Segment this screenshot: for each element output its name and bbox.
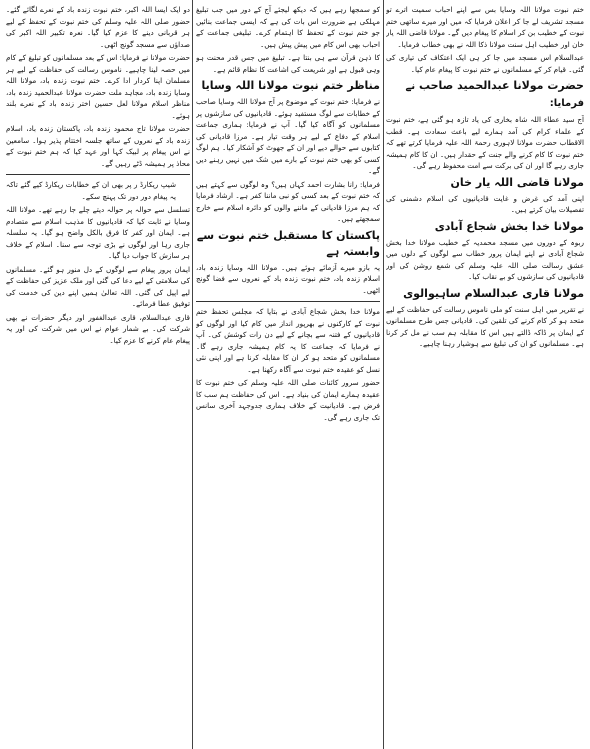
section-heading: مولانا خدا بخش شجاع آبادی [434,219,584,233]
paragraph: حضرت مولانا تاج محمود زندہ باد، پاکستان زندہ باد، اسلام زندہ باد کے نعروں کے ساتھ جلسہ اختتام پذیر ہوا۔ سامعین نے اس پیغام پر لبیک کہا اور عہد کیا کہ ہم ختم نبوت کے محاذ پر ہمیشہ ڈٹے رہیں گے۔ [6,124,190,168]
paragraph: ربوہ کے دوروں میں مسجد محمدیہ کے خطیب مولانا خدا بخش شجاع آبادی نے اپنے ایمان پرور خطاب سے لوگوں کے دلوں میں عشق رسالت صلی اللہ علیہ وسلم کی شمع روشن کی اور قادیانیوں کی سازشوں کو بے نقاب کیا۔ [386,237,584,281]
paragraph: کا ذہن قرآن سے ہی بنتا ہے۔ تبلیغ میں جس قدر محنت ہو وہی قبول ہے اور شریعت کی اشاعت کا نظام قائم ہے۔ [196,53,380,74]
paragraph: شیپ ریکارڈ ر پر بھی ان کے خطابات ریکارڈ کیے گئے تاکہ یہ پیغام دور دور تک پہنچ سکے۔ [6,180,176,201]
paragraph: نے فرمایا: ختم نبوت کے موضوع پر آج مولانا اللہ وسایا صاحب کے خطابات سے لوگ مستفید ہوئے۔ قادیانیوں کی سازشوں پر مسلمانوں کو آگاہ کیا گیا۔ آپ نے فرمایا: ہماری جماعت اسلام کے دفاع کے لیے ہر وقت تیار ہے۔ مرزا قادیانی کی کتابوں سے حوالے دیے اور ان کے جھوٹ کو آشکار کیا۔ ہم لوگ کسی کو بھی ختم نبوت کے بارے میں شک میں نہیں رہنے دیں گے۔ [196,97,380,175]
paragraph: یہ بازو میرے آزمائے ہوئے ہیں۔ مولانا اللہ وسایا زندہ باد، اسلام زندہ باد، ختم نبوت زندہ باد کے نعروں سے فضا گونج اٹھی۔ [196,262,380,295]
paragraph: اپنی آمد کی غرض و غایت قادیانیوں کی اسلام دشمنی کی تفصیلات بیان کرتے ہیں۔ [386,193,584,214]
column-divider [192,0,193,749]
paragraph: ایمان پرور پیغام سے لوگوں کے دل منور ہو گئے۔ مسلمانوں کی سلامتی کے لیے دعا کی گئی اور ملک عزیز کی حفاظت کے لیے اپیل کی گئی۔ اللہ تعالیٰ ہمیں اپنے دین کی خدمت کی توفیق عطا فرمائے۔ [6,264,190,308]
section-heading [386,78,584,112]
heading-lead: نے فرمایا: [405,81,584,109]
paragraph: تسلسل سے حوالہ پر حوالہ دیتے چلے جا رہے تھے۔ مولانا اللہ وسایا نے ثابت کیا کہ قادیانیوں کا مذہب اسلام سے متصادم ہے۔ ایمان اور کفر کا فرق بالکل واضح ہو گیا۔ یہ سلسلہ جاری رہا اور لوگوں نے بڑی توجہ سے سنا۔ اسلام کے خلاف ہر سازش کا جواب دیا گیا۔ [6,205,190,260]
quote-line: پاکستان کا مستقبل ختم نبوت سے وابستہ ہے [196,228,380,258]
column-divider [383,0,384,749]
section-divider [6,174,190,175]
paragraph: مولانا خدا بخش شجاع آبادی نے بتایا کہ مجلس تحفظ ختم نبوت کے کارکنوں نے بھرپور انداز میں کام کیا اور لوگوں کو قادیانیوں کے فتنہ سے بچانے کے لیے دن رات کوشش کی۔ آپ نے فرمایا کہ جماعت کا یہ کام ہمیشہ جاری رہے گا۔ مسلمانوں کو متحد ہو کر ان کا مقابلہ کرنا ہے اور اپنی نئی نسل کو عقیدہ ختم نبوت سے آگاہ رکھنا ہے۔ [196,307,380,374]
paragraph: حضرت مولانا نے فرمایا: اس کے بعد مسلمانوں کو تبلیغ کے کام میں حصہ لینا چاہیے۔ ناموس رسالت کی حفاظت کے لیے ہر مسلمان اپنا کردار ادا کرے۔ ختم نبوت زندہ باد، مولانا اللہ وسایا زندہ باد، مجاہد ملت حضرت مولانا عبدالحمید زندہ باد، مناظر اسلام مولانا لعل حسین اختر زندہ باد کے نعرے بلند ہوئے۔ [6,53,190,120]
middle-column [196,4,380,745]
paragraph: فرمایا: رانا بشارت احمد کہاں ہیں؟ وہ لوگوں سے کہتے ہیں کہ ختم نبوت کے بعد کسی کو نبی ماننا کفر ہے۔ ارشاد فرمایا کہ ہم مرزا قادیانی کے ماننے والوں کو دائرہ اسلام سے خارج سمجھتے ہیں۔ [196,179,380,223]
paragraph: عبدالسلام اس مسجد میں جا کر ہی ایک اعتکاف کی تیاری کی گئی۔ قیام کر کے مسلمانوں نے ختم نبوت کا پیغام عام کیا۔ [386,53,584,74]
paragraph: کو سمجھا رہے ہیں کہ دیکھ لیجئے آج کے دور میں جب تبلیغ مہلکی ہے ضرورت اس بات کی ہے کہ ایسی جماعت بنائیں جو ختم نبوت کے تحفظ کا اہتمام کرے۔ تبلیغی جماعت کے احباب بھی اس کام میں پیش پیش ہیں۔ [196,5,380,49]
section-heading: مولانا قاری عبدالسلام ساہیوالوی [403,286,584,300]
paragraph: نے تقریر میں اہل سنت کو ملی ناموس رسالت کی حفاظت کے لیے متحد ہو کر کام کرنے کی تلقین کی۔ قادیانی جس طرح مسلمانوں کے ایمان پر ڈاکہ ڈالتے ہیں اس کا مقابلہ ہم سب نے مل کر کرنا ہے۔ مسلمانوں کو ان کی تبلیغ سے ہوشیار رہنا چاہیے۔ [386,304,584,348]
paragraph: حضور سرور کائنات صلی اللہ علیہ وسلم کی ختم نبوت کا عقیدہ ہمارے ایمان کی بنیاد ہے۔ اس کی حفاظت ہم سب کا فرض ہے۔ قادیانیت کے خلاف ہماری جدوجہد آخری سانس تک جاری رہے گی۔ [196,378,380,422]
heading-text: حضرت مولانا عبدالحمید صاحب [418,79,584,92]
right-column [386,4,584,745]
section-divider [196,301,380,302]
paragraph: ختم نبوت مولانا اللہ وسایا بس سے اپنے احباب سمیت اترے تو مسجد تشریف لے جا کر اعلان فرمایا کہ میں اور میرے ساتھی ختم نبوت کے خطیب بن کر اسلام کا پیغام دیں گے۔ مولانا قاضی اللہ یار خان اور خطیب اہل سنت مولانا ذکا اللہ نے بھی خطاب فرمایا۔ [386,5,584,49]
paragraph: دو ایک ایسا اللہ اکبر، ختم نبوت زندہ باد کے نعرے لگائے گئے۔ حضور صلی اللہ علیہ وسلم کی ختم نبوت کے تحفظ کے لیے ہر قربانی دینے کا عزم کیا گیا۔ نعرہ تکبیر اللہ اکبر کی صداؤں سے مسجد گونج اٹھی۔ [6,5,190,49]
paragraph: قاری عبدالسلام، قاری عبدالغفور اور دیگر حضرات نے بھی شرکت کی۔ بے شمار عوام نے اس میں شرکت کی اور یہ پیغام عام کرنے کا عزم کیا۔ [6,312,190,345]
left-column [6,4,190,745]
section-heading: مولانا قاضی اللہ یار خان [450,175,584,189]
paragraph: آج سید عطاء اللہ شاہ بخاری کی یاد تازہ ہو گئی ہے، ختم نبوت کے علماء کرام کی آمد ہمارے لیے باعث سعادت ہے۔ قطب الاقطاب حضرت مولانا لاہوری رحمۃ اللہ علیہ فرمایا کرتے تھے کہ ختم نبوت کا کام کرنے والے جنت کے حقدار ہیں۔ ان کا کام ہمیشہ جاری رہے گا اور ان کی برکت سے امت محفوظ رہے گی۔ [386,115,584,170]
section-heading: مناظر ختم نبوت مولانا اللہ وسایا [201,79,380,92]
